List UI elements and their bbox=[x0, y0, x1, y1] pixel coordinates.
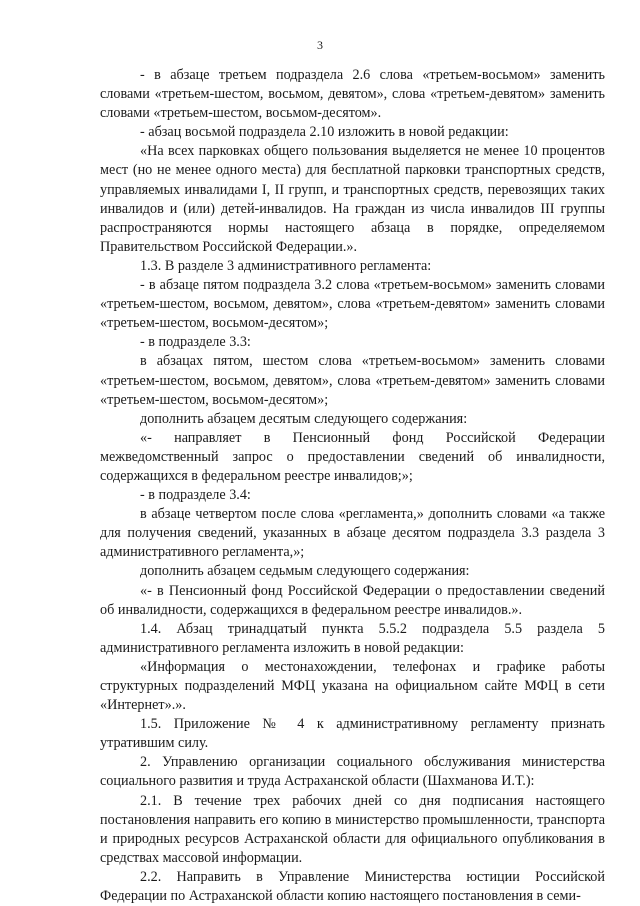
paragraph: 2.1. В течение трех рабочих дней со дня подписания настоящего постановления направить его копию в министерство промышленности, транспорта и природных ресурсов Астраханской области для официального опубликования в средствах массовой информации. bbox=[100, 792, 605, 866]
paragraph: - в подразделе 3.3: bbox=[140, 334, 251, 351]
paragraph: дополнить абзацем седьмым следующего содержания: bbox=[140, 563, 470, 580]
paragraph: 1.4. Абзац тринадцатый пункта 5.5.2 подраздела 5.5 раздела 5 административного регламента изложить в новой редакции: bbox=[100, 620, 605, 656]
paragraph: «- направляет в Пенсионный фонд Российской Федерации межведомственный запрос о предоставлении сведений об инвалидности, содержащихся в федеральном реестре инвалидов;»; bbox=[100, 429, 605, 484]
paragraph: 1.3. В разделе 3 административного регламента: bbox=[140, 257, 432, 274]
paragraph: в абзаце четвертом после слова «регламента,» дополнить словами «а также для получения сведений, указанных в абзаце десятом подраздела 3.3 раздела 3 административного регламента,»; bbox=[100, 506, 605, 561]
paragraph: - в абзаце третьем подраздела 2.6 слова «третьем-восьмом» заменить словами «третьем-шестом, восьмом, девятом», слова «третьем-девятом» заменить словами «третьем-шестом, восьмом-десятом». bbox=[100, 67, 605, 122]
paragraph: 2.2. Направить в Управление Министерства юстиции Российской Федерации по Астраханской области копию настоящего постановления в семи- bbox=[100, 868, 605, 905]
paragraph: «- в Пенсионный фонд Российской Федерации о предоставлении сведений об инвалидности, содержащихся в федеральном реестре инвалидов.». bbox=[100, 582, 605, 618]
paragraph: - в абзаце пятом подраздела 3.2 слова «третьем-восьмом» заменить словами «третьем-шестом, восьмом, девятом», слова «третьем-девятом» заменить словами «третьем-шестом, восьмом-десятом»; bbox=[100, 277, 605, 332]
document-body bbox=[100, 66, 605, 906]
paragraph: дополнить абзацем десятым следующего содержания: bbox=[140, 410, 468, 427]
paragraph: - абзац восьмой подраздела 2.10 изложить в новой редакции: bbox=[140, 124, 509, 141]
paragraph: 2. Управлению организации социального обслуживания министерства социального развития и труда Астраханской области (Шахманова И.Т.): bbox=[100, 754, 605, 790]
paragraph: 1.5. Приложение № 4 к административному регламенту признать утратившим силу. bbox=[100, 716, 605, 752]
paragraph: «Информация о местонахождении, телефонах и графике работы структурных подразделений МФЦ указана на официальном сайте МФЦ в сети «Интернет».». bbox=[100, 658, 605, 714]
paragraph: в абзацах пятом, шестом слова «третьем-восьмом» заменить словами «третьем-шестом, восьмом, девятом», слова «третьем-девятом» заменить словами «третьем-шестом, восьмом-десятом»; bbox=[100, 353, 605, 408]
paragraph: - в подразделе 3.4: bbox=[140, 487, 251, 504]
page-number: 3 bbox=[317, 38, 323, 52]
paragraph: «На всех парковках общего пользования выделяется не менее 10 процентов мест (но не менее одного места) для бесплатной парковки транспортных средств, управляемых инвалидами I, II групп, и транспортных средств, перевозящих таких инвалидов и (или) детей-инвалидов. На граждан из числа инвалидов III группы распространяются нормы настоящего абзаца в порядке, определяемом Правительством Российской Федерации.». bbox=[100, 143, 605, 255]
